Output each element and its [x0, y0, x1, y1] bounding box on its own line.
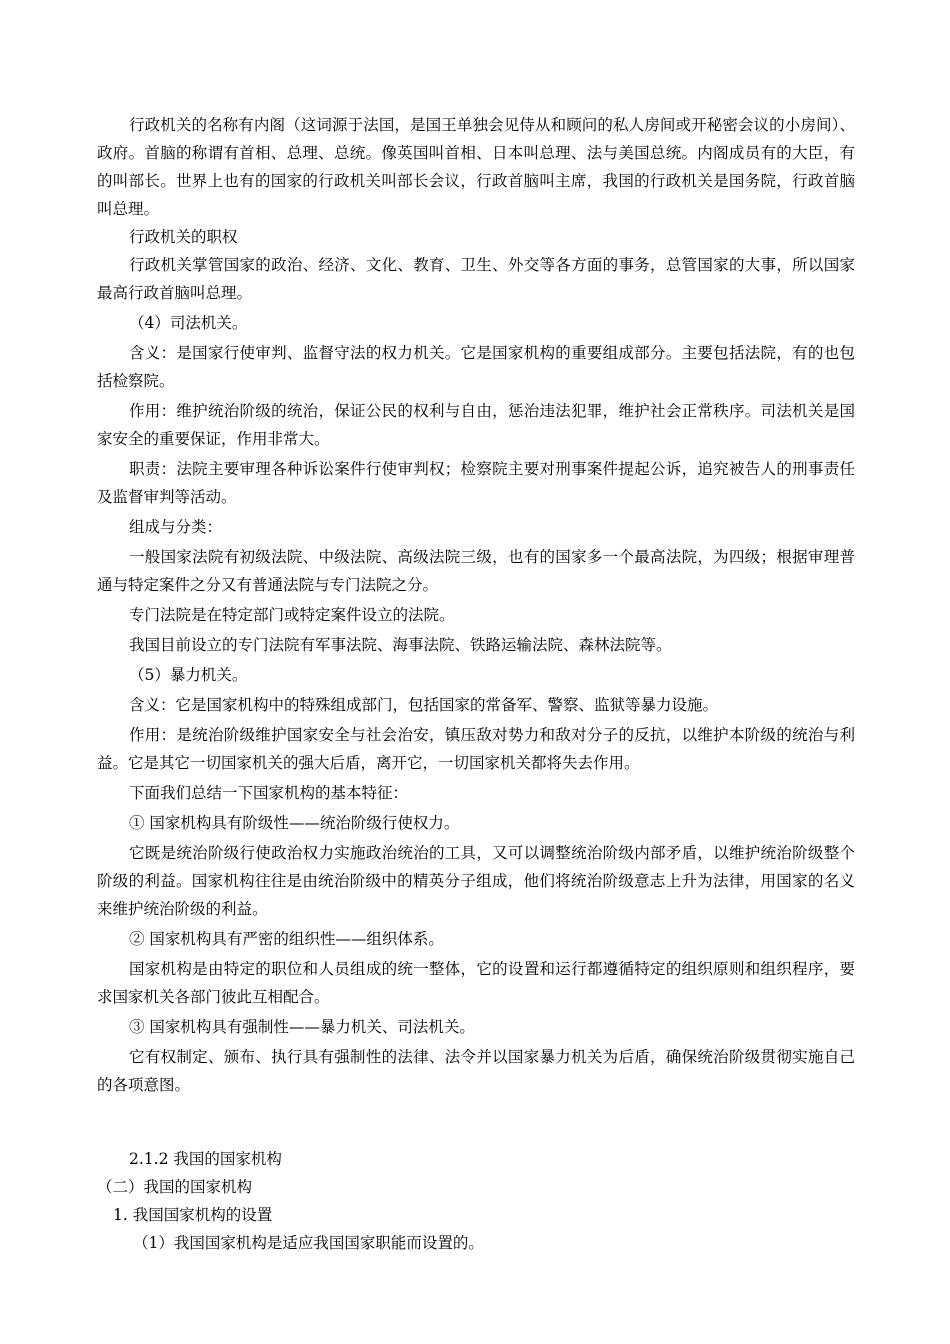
- paragraph: 行政机关的职权: [129, 228, 238, 246]
- paragraph: （5）暴力机关。: [129, 666, 248, 684]
- paragraph: ① 国家机构具有阶级性——统治阶级行使权力。: [129, 814, 460, 832]
- paragraph: ② 国家机构具有严密的组织性——组织体系。: [129, 930, 444, 948]
- paragraph: 行政机关掌管国家的政治、经济、文化、教育、卫生、外交等各方面的事务，总管国家的大事，所以国家最高行政首脑叫总理。: [97, 256, 855, 302]
- paragraph: 我国目前设立的专门法院有军事法院、海事法院、铁路运输法院、森林法院等。: [129, 636, 672, 654]
- paragraph: ③ 国家机构具有强制性——暴力机关、司法机关。: [129, 1018, 475, 1036]
- paragraph: 一般国家法院有初级法院、中级法院、高级法院三级，也有的国家多一个最高法院，为四级；根据审理普通与特定案件之分又有普通法院与专门法院之分。: [97, 548, 855, 594]
- section-headings: [97, 1145, 855, 1257]
- paragraph: 含义：是国家行使审判、监督守法的权力机关。它是国家机构的重要组成部分。主要包括法院，有的也包括检察院。: [97, 344, 855, 390]
- paragraph: 国家机构是由特定的职位和人员组成的统一整体，它的设置和运行都遵循特定的组织原则和组织程序，要求国家机关各部门彼此互相配合。: [97, 960, 855, 1006]
- part-heading: （二）我国的国家机构: [97, 1178, 253, 1196]
- item-heading: 1. 我国国家机构的设置: [113, 1206, 273, 1224]
- paragraph: 它既是统治阶级行使政治权力实施政治统治的工具，又可以调整统治阶级内部矛盾，以维护统治阶级整个阶级的利益。国家机构往往是由统治阶级中的精英分子组成，他们将统治阶级意志上升为法律，用国家的名义来维护统治阶级的利益。: [97, 844, 855, 918]
- paragraph: 含义：它是国家机构中的特殊组成部门，包括国家的常备军、警察、监狱等暴力设施。: [129, 696, 719, 714]
- paragraph: 作用：是统治阶级维护国家安全与社会治安，镇压敌对势力和敌对分子的反抗，以维护本阶级的统治与利益。它是其它一切国家机关的强大后盾，离开它，一切国家机关都将失去作用。: [97, 726, 855, 772]
- paragraph: 下面我们总结一下国家机构的基本特征：: [129, 784, 409, 802]
- paragraph: 职责：法院主要审理各种诉讼案件行使审判权；检察院主要对刑事案件提起公诉，追究被告人的刑事责任及监督审判等活动。: [97, 460, 855, 506]
- paragraph: 作用：维护统治阶级的统治，保证公民的权利与自由，惩治违法犯罪，维护社会正常秩序。司法机关是国家安全的重要保证，作用非常大。: [97, 402, 855, 448]
- paragraph: （4）司法机关。: [129, 314, 248, 332]
- subitem-heading: （1）我国国家机构是适应我国国家职能而设置的。: [133, 1234, 484, 1252]
- paragraph: 它有权制定、颁布、执行具有强制性的法律、法令并以国家暴力机关为后盾，确保统治阶级贯彻实施自己的各项意图。: [97, 1048, 855, 1094]
- document-body: [97, 111, 855, 1257]
- paragraph: 组成与分类：: [129, 518, 223, 536]
- paragraph: 行政机关的名称有内阁（这词源于法国，是国王单独会见侍从和顾问的私人房间或开秘密会议的小房间）、政府。首脑的称谓有首相、总理、总统。像英国叫首相、日本叫总理、法与美国总统。内阁成员有的大臣，有的叫部长。世界上也有的国家的行政机关叫部长会议，行政首脑叫主席，我国的行政机关是国务院，行政首脑叫总理。: [97, 116, 855, 218]
- section-heading: 2.1.2 我国的国家机构: [129, 1150, 282, 1168]
- paragraph: 专门法院是在特定部门或特定案件设立的法院。: [129, 606, 455, 624]
